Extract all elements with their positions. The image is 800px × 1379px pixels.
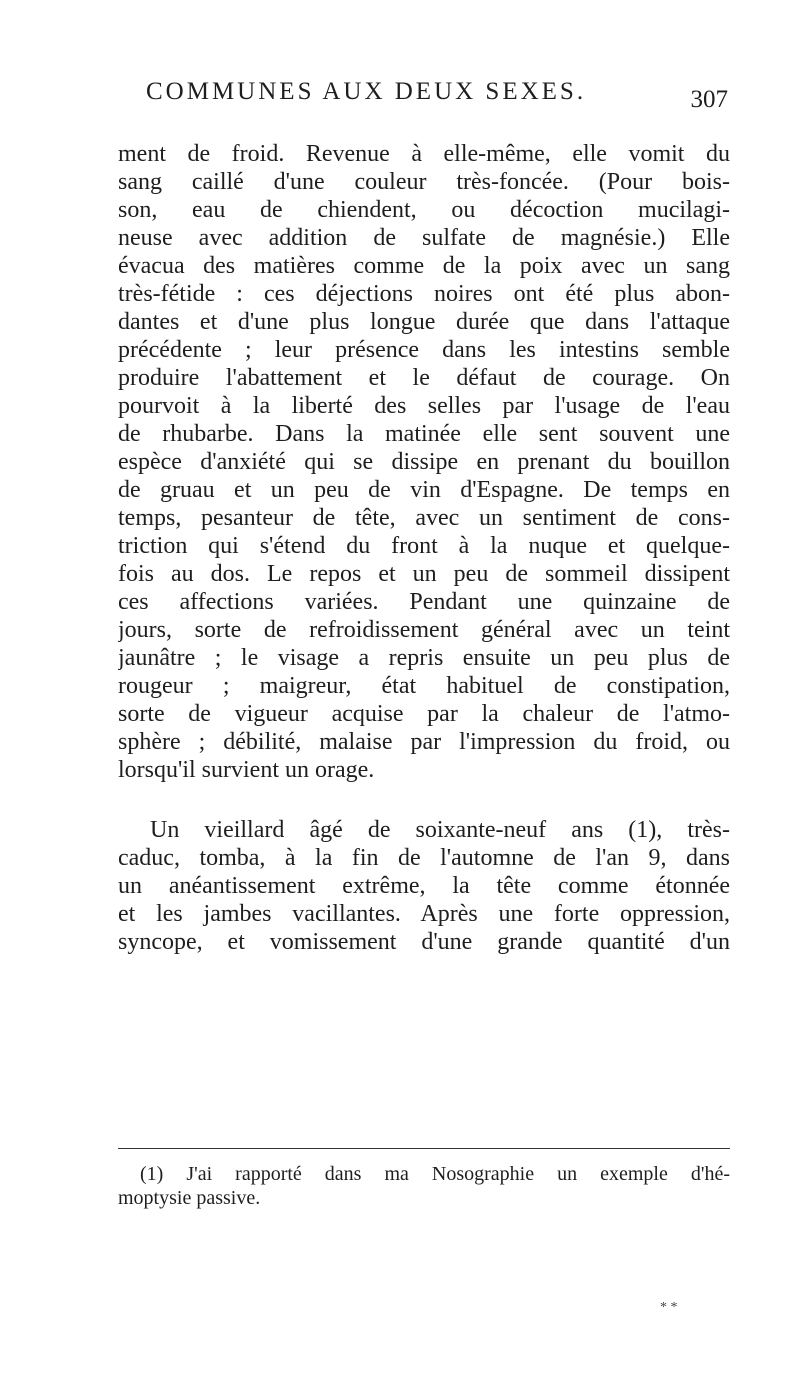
- text-line: jaunâtre ; le visage a repris ensuite un peu plus de: [118, 645, 730, 671]
- text-line: de gruau et un peu de vin d'Espagne. De temps en: [118, 477, 730, 503]
- text-line: triction qui s'étend du front à la nuque et quelque-: [118, 533, 730, 559]
- text-line: sang caillé d'une couleur très-foncée. (Pour bois-: [118, 169, 730, 195]
- running-head: COMMUNES AUX DEUX SEXES.: [146, 78, 587, 105]
- text-line: dantes et d'une plus longue durée que dans l'attaque: [118, 309, 730, 335]
- paragraph-gap: [118, 784, 730, 816]
- text-line: et les jambes vacillantes. Après une forte oppression,: [118, 901, 730, 927]
- text-line: syncope, et vomissement d'une grande quantité d'un: [118, 929, 730, 955]
- footnote-line: moptysie passive.: [118, 1187, 261, 1209]
- footnote-divider: [118, 1148, 730, 1149]
- text-line: neuse avec addition de sulfate de magnésie.) Elle: [118, 225, 730, 251]
- text-line: précédente ; leur présence dans les intestins semble: [118, 337, 730, 363]
- text-line: fois au dos. Le repos et un peu de sommeil dissipent: [118, 561, 730, 587]
- page-header: [118, 78, 728, 122]
- text-line: espèce d'anxiété qui se dissipe en prenant du bouillon: [118, 449, 730, 475]
- text-line: très-fétide : ces déjections noires ont été plus abon-: [118, 281, 730, 307]
- paragraph: [118, 816, 730, 956]
- text-line: évacua des matières comme de la poix avec un sang: [118, 253, 730, 279]
- page-number: 307: [690, 86, 728, 113]
- text-line: sorte de vigueur acquise par la chaleur de l'atmo-: [118, 701, 730, 727]
- signature-mark: * *: [660, 1300, 678, 1315]
- text-line: sphère ; débilité, malaise par l'impression du froid, ou: [118, 729, 730, 755]
- text-line: de rhubarbe. Dans la matinée elle sent souvent une: [118, 421, 730, 447]
- text-line: un anéantissement extrême, la tête comme étonnée: [118, 873, 730, 899]
- text-line: pourvoit à la liberté des selles par l'usage de l'eau: [118, 393, 730, 419]
- text-line: Un vieillard âgé de soixante-neuf ans (1), très-: [150, 817, 730, 843]
- body-text: [118, 140, 730, 956]
- text-line: son, eau de chiendent, ou décoction mucilagi-: [118, 197, 730, 223]
- text-line: ces affections variées. Pendant une quinzaine de: [118, 589, 730, 615]
- paragraph: [118, 140, 730, 784]
- text-line: rougeur ; maigreur, état habituel de constipation,: [118, 673, 730, 699]
- text-line: lorsqu'il survient un orage.: [118, 757, 375, 783]
- footnote-line: (1) J'ai rapporté dans ma Nosographie un exemple d'hé-: [140, 1163, 730, 1185]
- text-line: temps, pesanteur de tête, avec un sentiment de cons-: [118, 505, 730, 531]
- text-line: jours, sorte de refroidissement général avec un teint: [118, 617, 730, 643]
- footnotes: [118, 1162, 730, 1210]
- text-line: caduc, tomba, à la fin de l'automne de l'an 9, dans: [118, 845, 730, 871]
- text-line: ment de froid. Revenue à elle-même, elle vomit du: [118, 141, 730, 167]
- text-line: produire l'abattement et le défaut de courage. On: [118, 365, 730, 391]
- footnote: [118, 1162, 730, 1210]
